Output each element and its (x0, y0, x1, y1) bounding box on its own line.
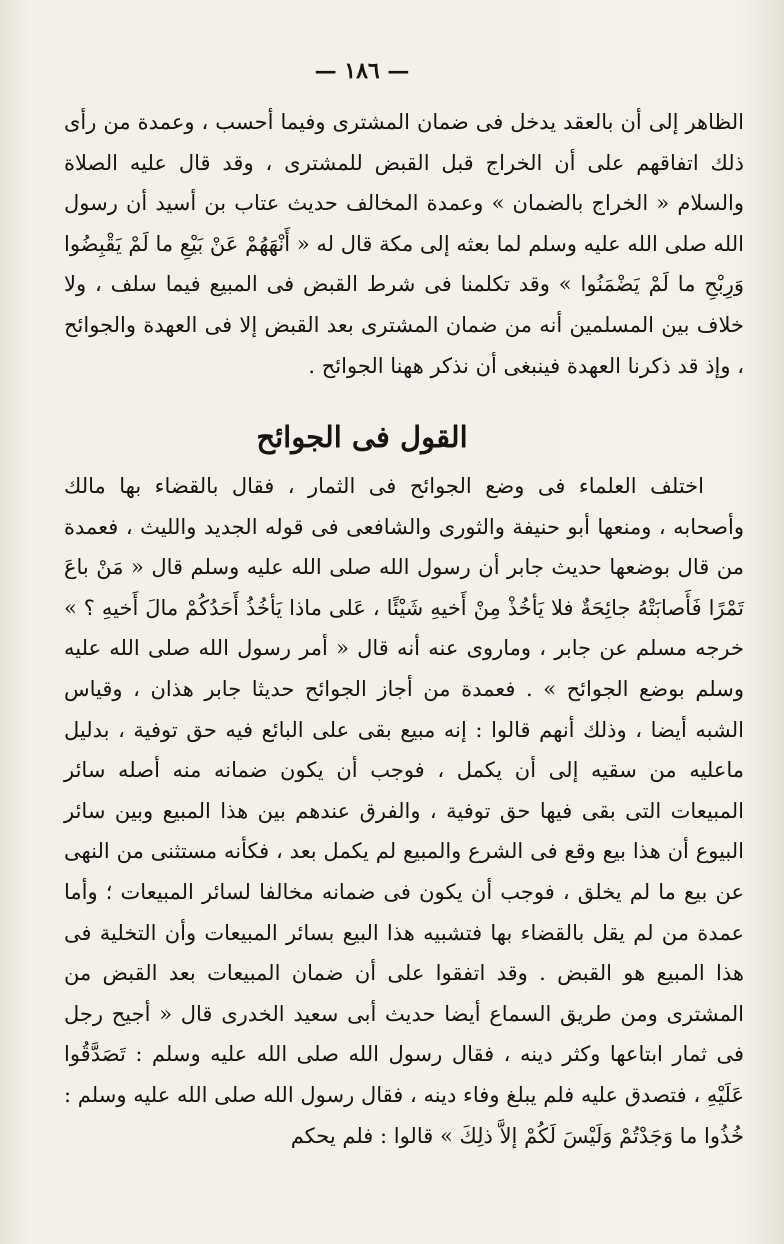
opening-paragraph (64, 102, 744, 386)
paragraph-text: الظاهر إلى أن بالعقد يدخل فى ضمان المشترى وفيما أحسب ، وعمدة من رأى ذلك اتفاقهم على أن الخراج قبل القبض للمشترى ، وقد قال عليه الصلاة والسلام « الخراج بالضمان » وعمدة المخالف حديث عتاب بن أسيد أن رسول الله صلى الله عليه وسلم لما بعثه إلى مكة قال له « أَنْهَهُمْ عَنْ بَيْعِ ما لَمْ يَقْبِضُوا وَرِبْحِ ما لَمْ يَضْمَنُوا » وقد تكلمنا فى شرط القبض فى المبيع فيما سلف ، ولا خلاف بين المسلمين أنه من ضمان المشترى بعد القبض إلا فى العهدة والجوائح ، وإذ قد ذكرنا العهدة فينبغى أن نذكر ههنا الجوائح . (64, 110, 744, 378)
page-number: — ١٨٦ — (314, 58, 410, 84)
section-heading: القول فى الجوائح (256, 420, 468, 454)
section-body (64, 466, 744, 1156)
paragraph-text: اختلف العلماء فى وضع الجوائح فى الثمار ، فقال بالقضاء بها مالك وأصحابه ، ومنعها أبو حنيفة والثورى والشافعى فى قوله الجديد والليث ، فعمدة من قال بوضعها حديث جابر أن رسول الله صلى الله عليه وسلم قال « مَنْ باعَ تَمْرًا فَأَصابَتْهُ جائِحَةٌ فلا يَأخُذْ مِنْ أَخيهِ شَيْئًا ، عَلى ماذا يَأخُذُ أَحَدُكُمْ مالَ أَخيهِ ؟ » خرجه مسلم عن جابر ، وماروى عنه أنه قال « أمر رسول الله صلى الله عليه وسلم بوضع الجوائح » . فعمدة من أجاز الجوائح حديثا جابر هذان ، وقياس الشبه أيضا ، وذلك أنهم قالوا : إنه مبيع بقى على البائع فيه حق توفية ، بدليل ماعليه من سقيه إلى أن يكمل ، فوجب أن يكون ضمانه منه أصله سائر المبيعات التى بقى فيها حق توفية ، والفرق عندهم بين هذا المبيع وبين سائر البيوع أن هذا بيع وقع فى الشرع والمبيع لم يكمل بعد ، فكأنه مستثنى من النهى عن بيع ما لم يخلق ، فوجب أن يكون فى ضمانه مخالفا لسائر المبيعات ؛ وأما عمدة من لم يقل بالقضاء بها فتشبيه هذا البيع بسائر المبيعات وأن التخلية فى هذا المبيع هو القبض . وقد اتفقوا على أن ضمان المبيعات بعد القبض من المشترى ومن طريق السماع أيضا حديث أبى سعيد الخدرى قال « أجيح رجل فى ثمار ابتاعها وكثر دينه ، فقال رسول الله صلى الله عليه وسلم : تَصَدَّقُوا عَلَيْهِ ، فتصدق عليه فلم يبلغ وفاء دينه ، فقال رسول الله صلى الله عليه وسلم : خُذُوا ما وَجَدْتُمْ وَلَيْسَ لَكُمْ إلاَّ ذلِكَ » قالوا : فلم يحكم (64, 474, 744, 1148)
